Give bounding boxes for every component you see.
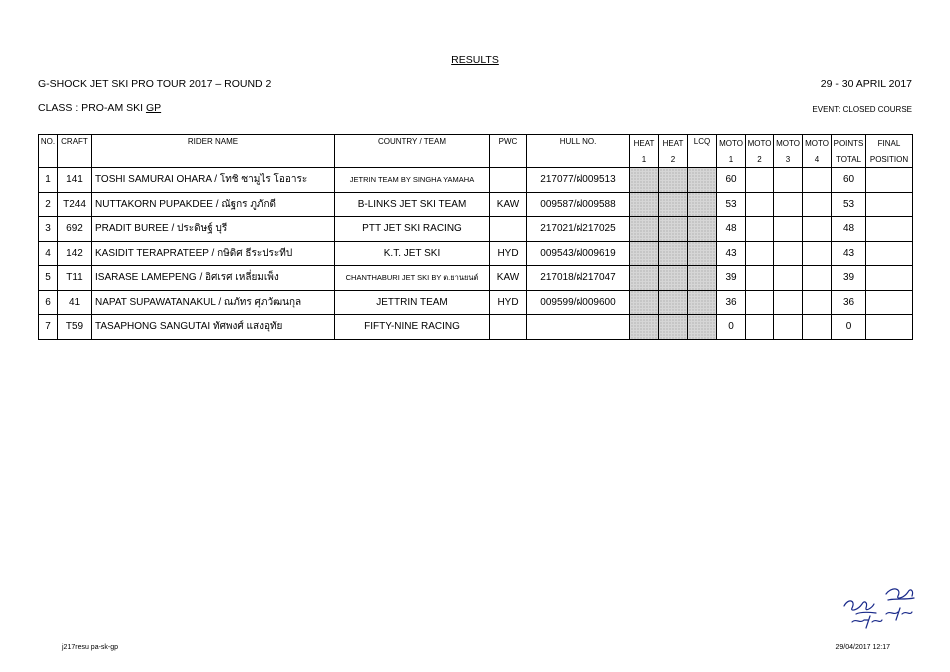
results-table — [38, 134, 913, 340]
cell-total: 48 — [832, 217, 866, 242]
class-line — [38, 102, 161, 114]
class-value: GP — [145, 102, 162, 114]
cell-pwc: KAW — [490, 192, 527, 217]
cell-pwc: KAW — [490, 266, 527, 291]
cell-craft: 142 — [58, 241, 92, 266]
cell-final — [866, 290, 913, 315]
header-moto-1-number: 1 — [717, 151, 746, 168]
cell-moto-4 — [803, 168, 832, 193]
header-total: TOTAL — [832, 151, 866, 168]
header-moto-1: MOTO — [717, 135, 746, 152]
cell-moto-2 — [746, 241, 774, 266]
cell-moto-4 — [803, 266, 832, 291]
header-lcq: LCQ — [688, 135, 717, 168]
header-craft: CRAFT — [58, 135, 92, 168]
cell-team: B-LINKS JET SKI TEAM — [335, 192, 490, 217]
cell-lcq — [688, 266, 717, 291]
cell-moto-4 — [803, 241, 832, 266]
cell-moto-1: 53 — [717, 192, 746, 217]
cell-heat-2 — [659, 168, 688, 193]
cell-final — [866, 192, 913, 217]
cell-heat-2 — [659, 241, 688, 266]
cell-lcq — [688, 168, 717, 193]
cell-final — [866, 217, 913, 242]
cell-heat-1 — [630, 315, 659, 340]
cell-hull: 217077/ฝ009513 — [527, 168, 630, 193]
footer-timestamp: 29/04/2017 12:17 — [835, 644, 890, 651]
cell-moto-2 — [746, 266, 774, 291]
cell-team: PTT JET SKI RACING — [335, 217, 490, 242]
cell-moto-1: 60 — [717, 168, 746, 193]
cell-heat-1 — [630, 241, 659, 266]
cell-no: 4 — [39, 241, 58, 266]
cell-heat-1 — [630, 168, 659, 193]
cell-total: 53 — [832, 192, 866, 217]
header-country-team: COUNTRY / TEAM — [335, 135, 490, 168]
cell-team: K.T. JET SKI — [335, 241, 490, 266]
cell-lcq — [688, 192, 717, 217]
cell-pwc: HYD — [490, 290, 527, 315]
cell-total: 39 — [832, 266, 866, 291]
event-dates: 29 - 30 APRIL 2017 — [820, 78, 912, 90]
header-moto-2: MOTO — [746, 135, 774, 152]
cell-rider-name: ISARASE LAMEPENG / อิศเรศ เหลี่ยมเพ็ง — [92, 266, 335, 291]
cell-team: CHANTHABURI JET SKI BY ต.ยานยนต์ — [335, 266, 490, 291]
header-heat-2: HEAT — [659, 135, 688, 152]
cell-moto-3 — [774, 217, 803, 242]
cell-lcq — [688, 290, 717, 315]
cell-moto-2 — [746, 168, 774, 193]
cell-pwc — [490, 315, 527, 340]
cell-moto-3 — [774, 290, 803, 315]
header-no: NO. — [39, 135, 58, 168]
header-heat-2-number: 2 — [659, 151, 688, 168]
cell-moto-1: 36 — [717, 290, 746, 315]
cell-rider-name: TOSHI SAMURAI OHARA / โทชิ ซามูไร โออาระ — [92, 168, 335, 193]
cell-hull: 009543/ฝ009619 — [527, 241, 630, 266]
cell-moto-1: 0 — [717, 315, 746, 340]
cell-rider-name: NUTTAKORN PUPAKDEE / ณัฐกร ภูภักดี — [92, 192, 335, 217]
cell-craft: T244 — [58, 192, 92, 217]
cell-heat-1 — [630, 217, 659, 242]
header-final: FINAL — [866, 135, 913, 152]
cell-moto-3 — [774, 315, 803, 340]
cell-pwc: HYD — [490, 241, 527, 266]
cell-total: 43 — [832, 241, 866, 266]
header-position: POSITION — [866, 151, 913, 168]
table-row — [39, 266, 913, 291]
cell-hull: 009599/ฝ009600 — [527, 290, 630, 315]
handwritten-signature — [838, 578, 920, 634]
cell-final — [866, 241, 913, 266]
cell-total: 0 — [832, 315, 866, 340]
cell-moto-2 — [746, 315, 774, 340]
header-moto-4-number: 4 — [803, 151, 832, 168]
cell-moto-3 — [774, 192, 803, 217]
cell-heat-1 — [630, 192, 659, 217]
cell-lcq — [688, 315, 717, 340]
cell-heat-2 — [659, 217, 688, 242]
cell-no: 1 — [39, 168, 58, 193]
event-type: EVENT: CLOSED COURSE — [812, 105, 912, 114]
cell-final — [866, 315, 913, 340]
header-moto-2-number: 2 — [746, 151, 774, 168]
page-title: RESULTS — [451, 54, 499, 66]
cell-moto-4 — [803, 217, 832, 242]
table-row — [39, 315, 913, 340]
cell-team: JETTRIN TEAM — [335, 290, 490, 315]
cell-heat-2 — [659, 192, 688, 217]
event-name: G-SHOCK JET SKI PRO TOUR 2017 – ROUND 2 — [38, 78, 272, 90]
cell-craft: 41 — [58, 290, 92, 315]
cell-craft: T59 — [58, 315, 92, 340]
cell-total: 60 — [832, 168, 866, 193]
cell-moto-1: 43 — [717, 241, 746, 266]
cell-hull: 217021/ฝ217025 — [527, 217, 630, 242]
cell-rider-name: NAPAT SUPAWATANAKUL / ณภัทร ศุภวัฒนกุล — [92, 290, 335, 315]
cell-lcq — [688, 241, 717, 266]
header-moto-3-number: 3 — [774, 151, 803, 168]
cell-total: 36 — [832, 290, 866, 315]
header-heat-1-number: 1 — [630, 151, 659, 168]
cell-rider-name: TASAPHONG SANGUTAI ทัศพงศ์ แสงอุทัย — [92, 315, 335, 340]
cell-rider-name: PRADIT BUREE / ประดิษฐ์ บุรี — [92, 217, 335, 242]
cell-moto-1: 39 — [717, 266, 746, 291]
cell-moto-3 — [774, 168, 803, 193]
header-pwc: PWC — [490, 135, 527, 168]
cell-no: 2 — [39, 192, 58, 217]
cell-moto-2 — [746, 217, 774, 242]
cell-moto-4 — [803, 315, 832, 340]
cell-moto-4 — [803, 290, 832, 315]
cell-rider-name: KASIDIT TERAPRATEEP / กษิดิศ ธีระประทีป — [92, 241, 335, 266]
cell-hull — [527, 315, 630, 340]
cell-hull: 217018/ฝ217047 — [527, 266, 630, 291]
cell-craft: 141 — [58, 168, 92, 193]
header-moto-3: MOTO — [774, 135, 803, 152]
header-heat-1: HEAT — [630, 135, 659, 152]
cell-no: 7 — [39, 315, 58, 340]
cell-no: 3 — [39, 217, 58, 242]
table-row — [39, 290, 913, 315]
cell-moto-4 — [803, 192, 832, 217]
cell-heat-2 — [659, 266, 688, 291]
cell-heat-2 — [659, 290, 688, 315]
table-row — [39, 192, 913, 217]
footer-file-code: j217resu pa-sk-gp — [62, 644, 119, 651]
cell-heat-1 — [630, 290, 659, 315]
cell-moto-1: 48 — [717, 217, 746, 242]
cell-craft: T11 — [58, 266, 92, 291]
cell-moto-2 — [746, 290, 774, 315]
cell-lcq — [688, 217, 717, 242]
cell-team: FIFTY-NINE RACING — [335, 315, 490, 340]
cell-craft: 692 — [58, 217, 92, 242]
table-row — [39, 241, 913, 266]
header-hull-no: HULL NO. — [527, 135, 630, 168]
table-row — [39, 168, 913, 193]
cell-no: 6 — [39, 290, 58, 315]
cell-final — [866, 168, 913, 193]
cell-no: 5 — [39, 266, 58, 291]
cell-heat-2 — [659, 315, 688, 340]
cell-moto-3 — [774, 266, 803, 291]
cell-moto-3 — [774, 241, 803, 266]
cell-hull: 009587/ฝ009588 — [527, 192, 630, 217]
header-moto-4: MOTO — [803, 135, 832, 152]
table-row — [39, 217, 913, 242]
cell-final — [866, 266, 913, 291]
cell-pwc — [490, 217, 527, 242]
cell-team: JETRIN TEAM BY SINGHA YAMAHA — [335, 168, 490, 193]
cell-moto-2 — [746, 192, 774, 217]
header-rider-name: RIDER NAME — [92, 135, 335, 168]
cell-heat-1 — [630, 266, 659, 291]
cell-pwc — [490, 168, 527, 193]
header-points: POINTS — [832, 135, 866, 152]
class-label: CLASS : PRO-AM SKI — [38, 102, 146, 114]
